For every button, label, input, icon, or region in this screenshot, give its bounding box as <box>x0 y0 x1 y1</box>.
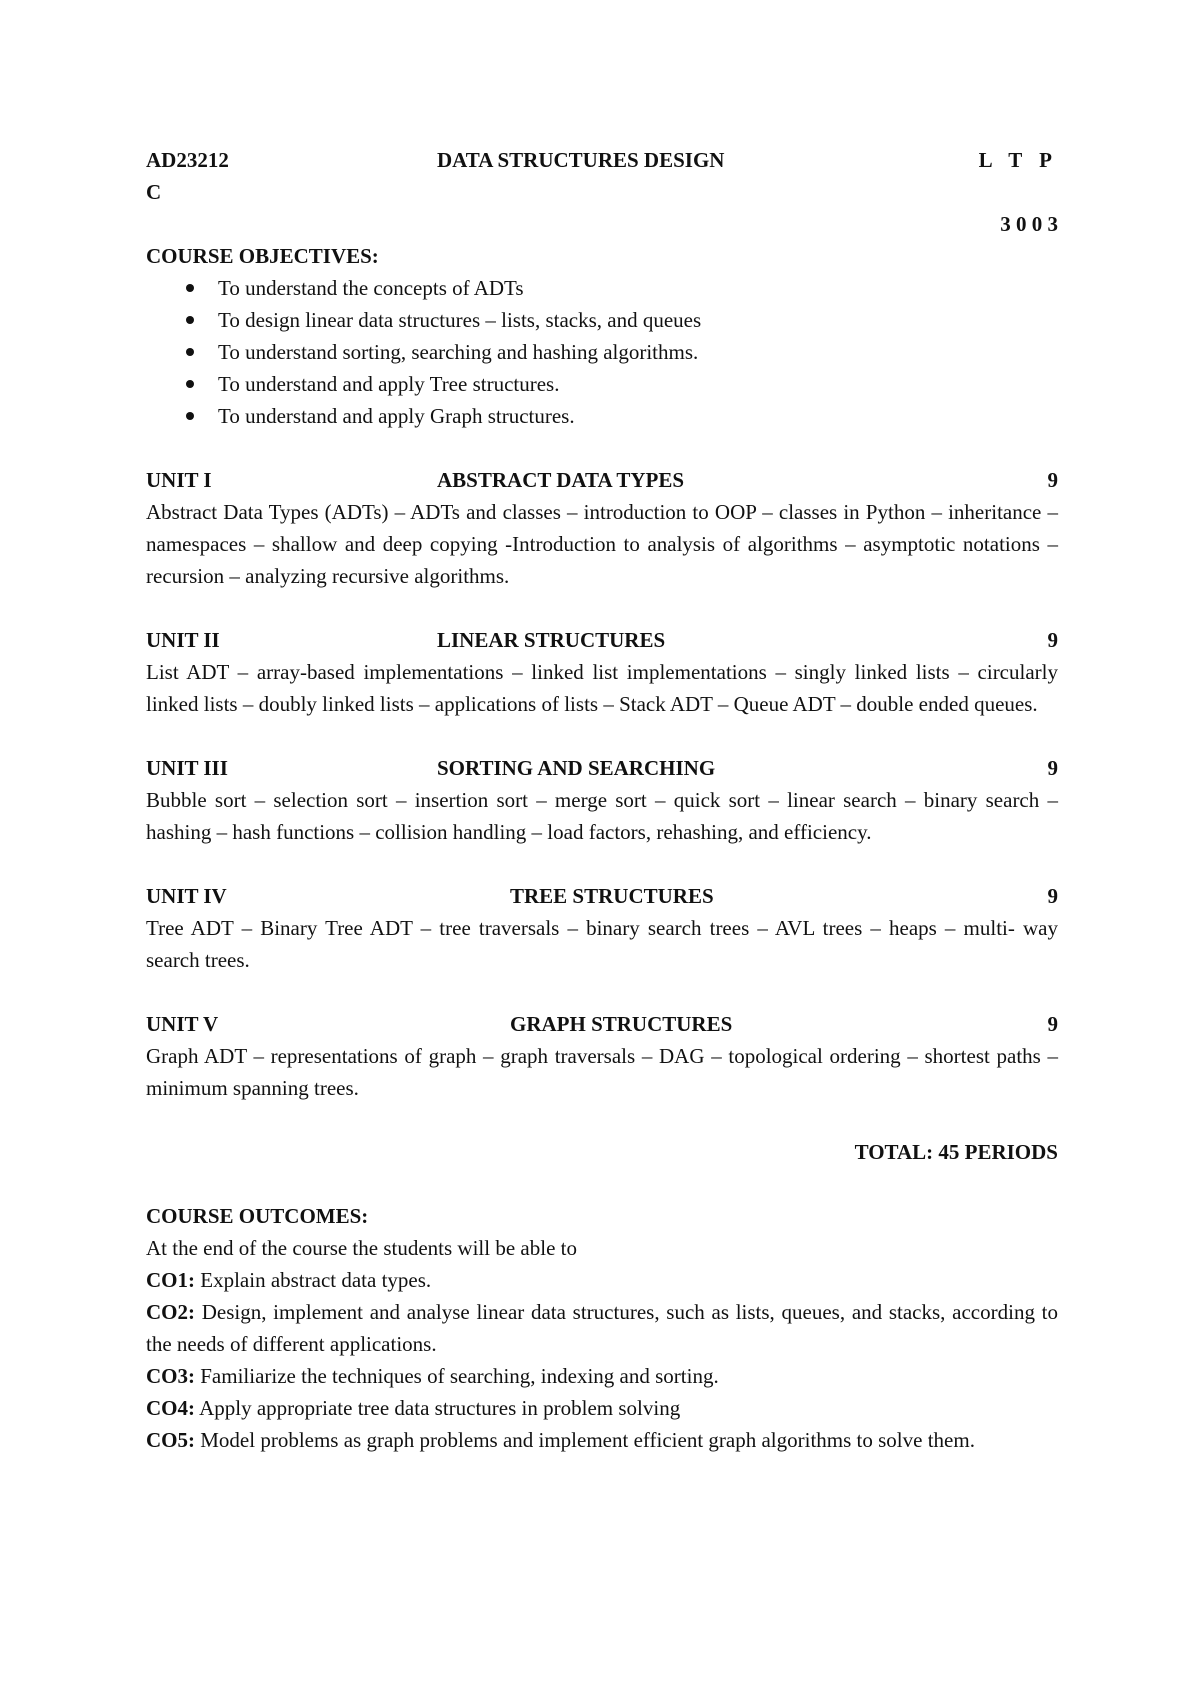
objective-text: To understand and apply Tree structures. <box>218 372 560 396</box>
unit-header <box>146 464 1058 496</box>
course-header <box>146 144 1058 176</box>
bullet-icon <box>186 412 194 420</box>
bullet-icon <box>186 284 194 292</box>
unit-label: UNIT V <box>146 1012 219 1036</box>
list-item <box>146 304 1058 336</box>
credits <box>146 208 1058 240</box>
unit-hours: 9 <box>1047 756 1058 780</box>
unit-label: UNIT II <box>146 628 220 652</box>
outcome-text: Design, implement and analyse linear data structures, such as lists, queues, and stacks, according to the needs of different applications. <box>146 1300 1058 1356</box>
unit-title: LINEAR STRUCTURES <box>437 628 666 652</box>
outcome-item <box>146 1424 1058 1456</box>
list-item <box>146 336 1058 368</box>
unit-hours: 9 <box>1047 1012 1058 1036</box>
unit-label: UNIT I <box>146 468 212 492</box>
syllabus-content <box>146 144 1058 1456</box>
objectives-list <box>146 272 1058 432</box>
unit-title: ABSTRACT DATA TYPES <box>437 468 685 492</box>
unit-title: GRAPH STRUCTURES <box>510 1012 733 1036</box>
bullet-icon <box>186 380 194 388</box>
unit-body: Abstract Data Types (ADTs) – ADTs and classes – introduction to OOP – classes in Python – inheritance – namespaces – shallow and deep copying -Introduction to analysis of algorithms – asymptotic notations – recursion – analyzing recursive algorithms. <box>146 500 1058 588</box>
bullet-icon <box>186 316 194 324</box>
unit-body: Graph ADT – representations of graph – graph traversals – DAG – topological ordering – shortest paths – minimum spanning trees. <box>146 1044 1058 1100</box>
outcome-text: Model problems as graph problems and implement efficient graph algorithms to solve them. <box>195 1428 975 1452</box>
unit-header <box>146 880 1058 912</box>
unit-body: Tree ADT – Binary Tree ADT – tree traversals – binary search trees – AVL trees – heaps – multi- way search trees. <box>146 916 1058 972</box>
unit-title: SORTING AND SEARCHING <box>437 756 716 780</box>
credits-value: 3 0 0 3 <box>1000 212 1058 236</box>
list-item <box>146 400 1058 432</box>
unit-hours: 9 <box>1047 884 1058 908</box>
course-title: DATA STRUCTURES DESIGN <box>437 148 725 172</box>
unit-header <box>146 1008 1058 1040</box>
bullet-icon <box>186 348 194 356</box>
unit-hours: 9 <box>1047 468 1058 492</box>
unit-label: UNIT IV <box>146 884 227 908</box>
unit-header <box>146 752 1058 784</box>
list-item <box>146 272 1058 304</box>
outcome-item <box>146 1264 1058 1296</box>
outcomes-heading: COURSE OUTCOMES: <box>146 1204 369 1228</box>
outcome-code: CO3: <box>146 1364 195 1388</box>
outcome-code: CO2: <box>146 1300 195 1324</box>
unit-hours: 9 <box>1047 628 1058 652</box>
unit-body: Bubble sort – selection sort – insertion sort – merge sort – quick sort – linear search – binary search – hashing – hash functions – collision handling – load factors, rehashing, and efficiency. <box>146 788 1058 844</box>
outcome-item <box>146 1296 1058 1360</box>
outcome-code: CO1: <box>146 1268 195 1292</box>
objective-text: To understand sorting, searching and hashing algorithms. <box>218 340 699 364</box>
c-label: C <box>146 180 162 204</box>
ltp-label: L T P <box>978 148 1058 172</box>
list-item <box>146 368 1058 400</box>
outcome-text: Apply appropriate tree data structures in problem solving <box>195 1396 681 1420</box>
outcome-text: Familiarize the techniques of searching, indexing and sorting. <box>195 1364 719 1388</box>
total-periods: TOTAL: 45 PERIODS <box>854 1140 1058 1164</box>
outcome-code: CO5: <box>146 1428 195 1452</box>
objective-text: To design linear data structures – lists, stacks, and queues <box>218 308 702 332</box>
unit-header <box>146 624 1058 656</box>
objective-text: To understand and apply Graph structures. <box>218 404 575 428</box>
outcome-code: CO4: <box>146 1396 195 1420</box>
outcomes-intro: At the end of the course the students will be able to <box>146 1236 577 1260</box>
outcome-item <box>146 1392 1058 1424</box>
outcome-item <box>146 1360 1058 1392</box>
outcome-text: Explain abstract data types. <box>195 1268 432 1292</box>
objective-text: To understand the concepts of ADTs <box>218 276 524 300</box>
unit-label: UNIT III <box>146 756 228 780</box>
unit-body: List ADT – array-based implementations – linked list implementations – singly linked lists – circularly linked lists – doubly linked lists – applications of lists – Stack ADT – Queue ADT – double ended queues. <box>146 660 1058 716</box>
unit-title: TREE STRUCTURES <box>510 884 714 908</box>
objectives-heading: COURSE OBJECTIVES: <box>146 244 379 268</box>
course-code: AD23212 <box>146 148 229 172</box>
